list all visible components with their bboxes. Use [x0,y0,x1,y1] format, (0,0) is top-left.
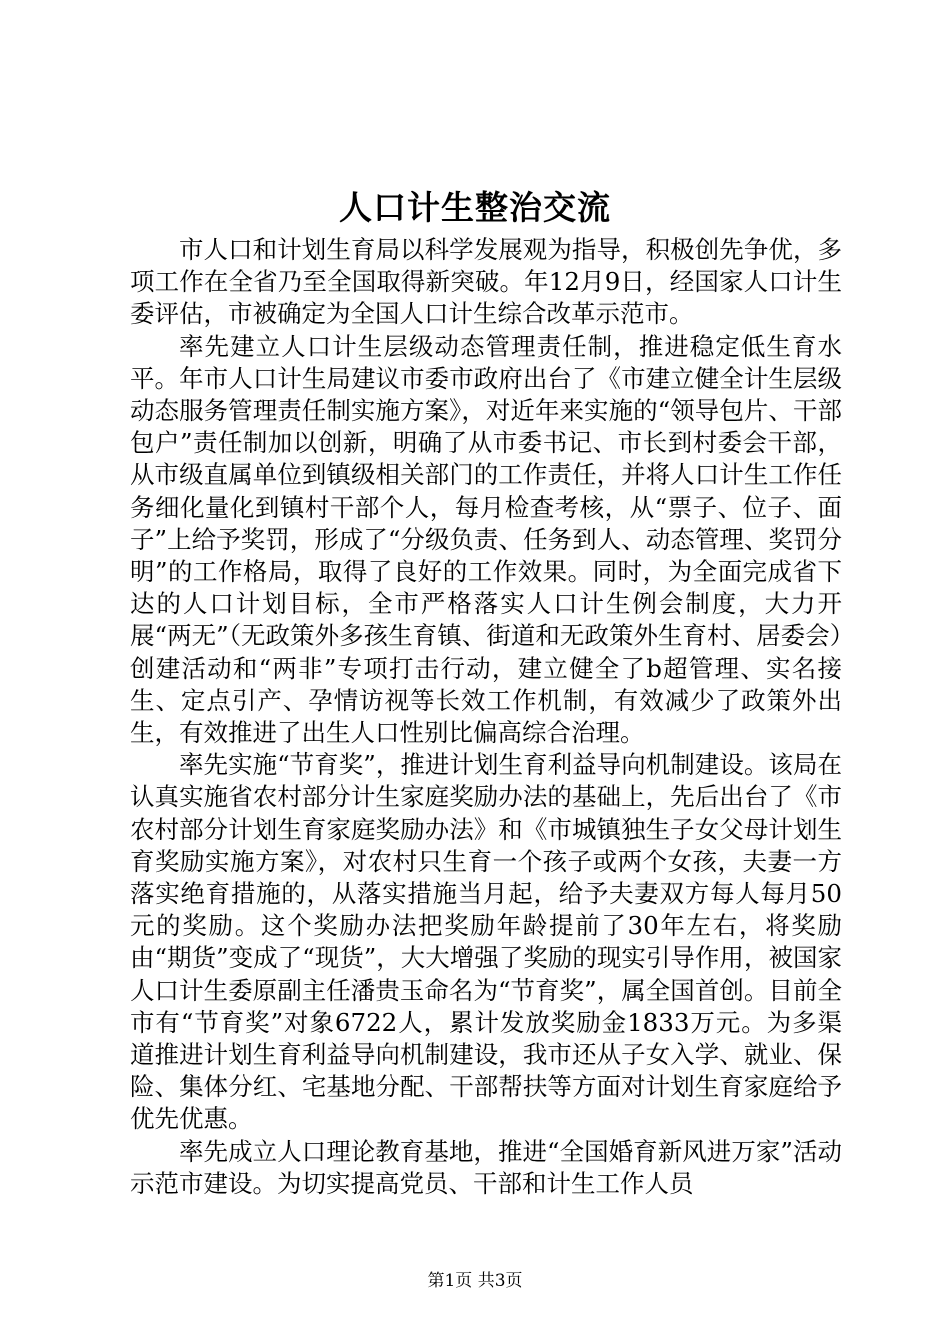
paragraph-education-base: 率先成立人口理论教育基地，推进“全国婚育新风进万家”活动示范市建设。为切实提高党员、干部和计生工作人员 [130,1136,842,1198]
document-title: 人口计生整治交流 [339,188,611,227]
page-footer: 第1页 共3页 [427,1271,523,1291]
paragraph-intro: 市人口和计划生育局以科学发展观为指导，积极创先争优，多项工作在全省乃至全国取得新突破。年12月9日，经国家人口计生委评估，市被确定为全国人口计生综合改革示范市。 [130,235,842,329]
paragraph-sterilization-reward: 率先实施“节育奖”，推进计划生育利益导向机制建设。该局在认真实施省农村部分计生家庭奖励办法的基础上，先后出台了《市农村部分计划生育家庭奖励办法》和《市城镇独生子女父母计划生育奖励实施方案》，对农村只生育一个孩子或两个女孩，夫妻一方落实绝育措施的，从落实措施当月起，给予夫妻双方每人每月50元的奖励。这个奖励办法把奖励年龄提前了30年左右，将奖励由“期货”变成了“现货”，大大增强了奖励的现实引导作用，被国家人口计生委原副主任潘贵玉命名为“节育奖”，属全国首创。目前全市有“节育奖”对象6722人，累计发放奖励金1833万元。为多渠道推进计划生育利益导向机制建设，我市还从子女入学、就业、保险、集体分红、宅基地分配、干部帮扶等方面对计划生育家庭给予优先优惠。 [130,750,842,1134]
document-body [130,234,842,1200]
paragraph-responsibility-system: 率先建立人口计生层级动态管理责任制，推进稳定低生育水平。年市人口计生局建议市委市政府出台了《市建立健全计生层级动态服务管理责任制实施方案》，对近年来实施的“领导包片、干部包户”责任制加以创新，明确了从市委书记、市长到村委会干部，从市级直属单位到镇级相关部门的工作责任，并将人口计生工作任务细化量化到镇村干部个人，每月检查考核，从“票子、位子、面子”上给予奖罚，形成了“分级负责、任务到人、动态管理、奖罚分明”的工作格局，取得了良好的工作效果。同时，为全面完成省下达的人口计划目标，全市严格落实人口计生例会制度，大力开展“两无”（无政策外多孩生育镇、街道和无政策外生育村、居委会）创建活动和“两非”专项打击行动，建立健全了b超管理、实名接生、定点引产、孕情访视等长效工作机制，有效减少了政策外出生，有效推进了出生人口性别比偏高综合治理。 [130,331,842,748]
